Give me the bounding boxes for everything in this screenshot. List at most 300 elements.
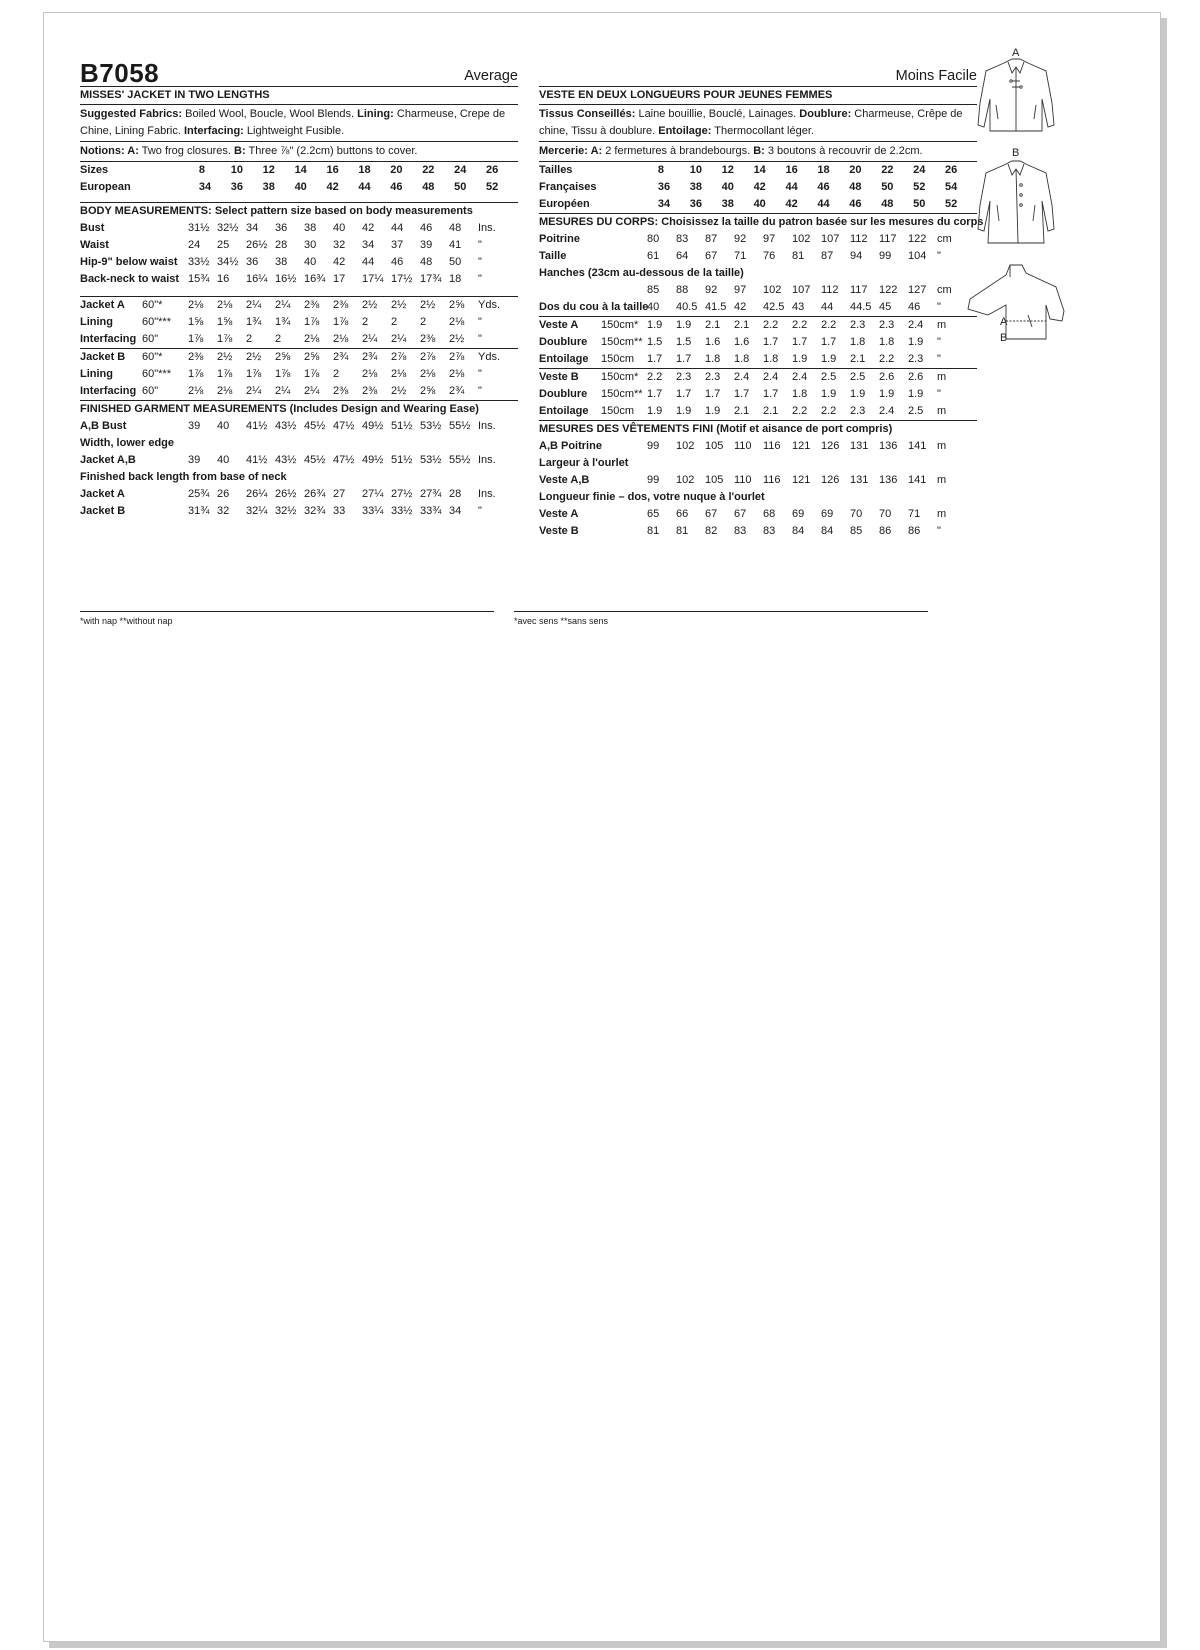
table-cell: 41.5	[705, 301, 727, 313]
table-row	[539, 523, 977, 540]
table-cell: 1.7	[763, 388, 779, 400]
table-row	[80, 254, 518, 271]
table-cell: 2¼	[275, 385, 291, 397]
table-row	[539, 369, 977, 386]
table-cell: 33¼	[362, 505, 384, 517]
row-label: Taille	[539, 250, 567, 262]
finished-measurements-table	[80, 418, 518, 520]
table-cell: 76	[763, 250, 776, 262]
fabric-width: 60"	[142, 333, 159, 345]
table-cell: 92	[734, 233, 747, 245]
row-label: Entoilage	[539, 353, 589, 365]
table-cell: 42	[785, 198, 798, 210]
table-cell: 24	[188, 239, 201, 251]
table-row	[539, 506, 977, 523]
fabrics-text: Boiled Wool, Boucle, Wool Blends.	[182, 108, 358, 120]
table-cell: 2¼	[391, 333, 407, 345]
table-cell: 2¾	[449, 385, 465, 397]
table-row	[80, 271, 518, 288]
row-label: A,B Poitrine	[539, 440, 602, 452]
table-cell: 71	[908, 508, 921, 520]
table-cell: 42	[326, 181, 339, 193]
table-cell: 1.9	[676, 405, 692, 417]
table-cell: 31¾	[188, 505, 210, 517]
table-cell: 2.1	[734, 319, 750, 331]
table-cell: 2⅛	[333, 333, 349, 345]
table-cell: 39	[188, 454, 201, 466]
table-cell: 92	[705, 284, 718, 296]
table-cell: 2⅛	[304, 333, 320, 345]
table-cell: 1⅞	[275, 368, 291, 380]
table-cell: 2.1	[763, 405, 779, 417]
fabrics-label: Suggested Fabrics:	[80, 108, 183, 120]
table-cell: 2.1	[734, 405, 750, 417]
table-cell: 136	[879, 440, 898, 452]
fabric-width: 150cm*	[601, 319, 639, 331]
table-cell: 1⅞	[246, 368, 262, 380]
table-cell: 2	[275, 333, 282, 345]
table-row	[80, 366, 518, 383]
table-cell: 121	[792, 440, 811, 452]
table-cell: 1.5	[647, 336, 663, 348]
table-cell: 2¼	[246, 299, 262, 311]
table-row	[80, 486, 518, 503]
table-cell: 8	[657, 164, 664, 176]
table-cell: 22	[422, 164, 435, 176]
table-cell: 2⅝	[275, 351, 291, 363]
table-cell: 1.9	[676, 319, 692, 331]
table-cell: 32½	[275, 505, 297, 517]
table-row	[539, 472, 977, 489]
table-cell: 40	[333, 222, 346, 234]
notions-section	[539, 142, 977, 162]
jacket-a-front-icon	[978, 59, 1054, 131]
unit-cell: Ins.	[478, 488, 496, 500]
table-cell: 2⅝	[304, 351, 320, 363]
table-cell: 2⅛	[391, 368, 407, 380]
table-cell: 2.2	[792, 319, 808, 331]
table-cell: 102	[676, 474, 695, 486]
table-cell: 1.9	[705, 405, 721, 417]
section-title: VESTE EN DEUX LONGUEURS POUR JEUNES FEMMES	[539, 89, 833, 101]
table-cell: 83	[763, 525, 776, 537]
table-cell: 1.6	[734, 336, 750, 348]
row-label: European	[80, 181, 131, 193]
table-cell: 12	[262, 164, 275, 176]
table-cell: 126	[821, 440, 840, 452]
table-cell: 127	[908, 284, 927, 296]
table-cell: 26	[486, 164, 499, 176]
row-label: Veste A,B	[539, 474, 590, 486]
unit-cell: Ins.	[478, 454, 496, 466]
table-cell: 38	[262, 181, 275, 193]
notions-b-label: B:	[234, 145, 246, 157]
unit-cell: "	[478, 316, 482, 328]
table-cell: 2	[420, 316, 427, 328]
row-label: Sizes	[80, 164, 109, 176]
table-cell: 28	[449, 488, 462, 500]
table-cell: 36	[657, 181, 671, 193]
table-cell: 16½	[275, 273, 297, 285]
table-cell: 2⅛	[217, 385, 233, 397]
finished-measurements-table	[539, 438, 977, 540]
section-title: MESURES DU CORPS: Choisissez la taille du patron basée sur les mesures du corps	[539, 216, 984, 228]
table-cell: 2¾	[333, 351, 349, 363]
table-cell: 2	[362, 316, 369, 328]
table-cell: 82	[705, 525, 718, 537]
table-cell: 2⅜	[304, 299, 320, 311]
table-cell: 94	[850, 250, 863, 262]
table-cell: 68	[763, 508, 776, 520]
table-cell: 47½	[333, 454, 355, 466]
table-row	[80, 418, 518, 435]
fabric-width: 150cm	[601, 405, 635, 417]
title-section	[539, 87, 977, 105]
table-cell: 2.4	[908, 319, 924, 331]
table-cell: 40	[304, 256, 317, 268]
table-row	[80, 297, 518, 314]
table-cell: 1⅞	[304, 368, 320, 380]
table-cell: 102	[792, 233, 811, 245]
row-label: Jacket B	[80, 351, 126, 363]
table-cell: 1.9	[821, 353, 837, 365]
fabric-width: 60"***	[142, 316, 171, 328]
table-row	[80, 162, 518, 179]
table-row	[539, 299, 977, 316]
table-cell: 64	[676, 250, 689, 262]
table-cell: 2.2	[792, 405, 808, 417]
table-cell: 37	[391, 239, 404, 251]
table-cell: 1.7	[647, 388, 663, 400]
table-row	[539, 248, 977, 265]
table-cell: 16	[217, 273, 230, 285]
table-cell: 2⅞	[449, 351, 465, 363]
table-cell: 86	[908, 525, 921, 537]
table-cell: 2⅛	[188, 385, 204, 397]
table-cell: 34	[657, 198, 671, 210]
table-cell: 41½	[246, 454, 268, 466]
table-cell: 131	[850, 474, 869, 486]
table-cell: 2⅝	[449, 299, 465, 311]
table-cell: 47½	[333, 420, 355, 432]
table-cell: 36	[230, 181, 243, 193]
table-cell: 2.3	[676, 371, 692, 383]
table-cell: 71	[734, 250, 747, 262]
table-cell: 1⅞	[217, 368, 233, 380]
notions-b-text: 3 boutons à recouvrir de 2.2cm.	[764, 145, 923, 157]
row-label: Poitrine	[539, 233, 580, 245]
table-cell: 2½	[449, 333, 465, 345]
table-cell: 18	[358, 164, 371, 176]
table-cell: 1.9	[908, 336, 924, 348]
table-cell: 41	[449, 239, 462, 251]
table-cell: 1.9	[879, 388, 895, 400]
table-cell: 48	[422, 181, 435, 193]
table-cell: 1.9	[850, 388, 866, 400]
jacket-illustrations	[966, 43, 1066, 353]
table-row	[539, 162, 977, 179]
table-cell: 44	[358, 181, 371, 193]
table-cell: 2⅜	[188, 351, 204, 363]
table-cell: 1⅞	[333, 316, 349, 328]
table-cell: 117	[850, 284, 868, 296]
table-cell: 43½	[275, 420, 297, 432]
table-cell: 51½	[391, 420, 413, 432]
table-cell: 27	[333, 488, 346, 500]
table-cell: 2⅜	[420, 333, 436, 345]
table-row	[80, 314, 518, 331]
table-cell: 30	[304, 239, 317, 251]
table-cell: 1.5	[676, 336, 692, 348]
notions-paragraph	[539, 142, 977, 161]
table-cell: 1.8	[763, 353, 779, 365]
table-cell: 18	[817, 164, 830, 176]
fabric-width: 60"	[142, 385, 159, 397]
table-cell: 136	[879, 474, 898, 486]
table-cell: 122	[879, 284, 898, 296]
fabrics-paragraph	[80, 105, 518, 141]
table-cell: 55½	[449, 454, 471, 466]
table-cell: 2¾	[362, 351, 378, 363]
pattern-code: B7058	[80, 58, 160, 88]
table-cell: 8	[198, 164, 205, 176]
table-cell: 39	[188, 420, 201, 432]
fabrics-paragraph	[539, 105, 977, 141]
table-cell: 55½	[449, 420, 471, 432]
table-cell: 33½	[188, 256, 210, 268]
table-cell: 105	[705, 440, 724, 452]
table-cell: 50	[449, 256, 462, 268]
section-title: BODY MEASUREMENTS: Select pattern size based on body measurements	[80, 205, 473, 217]
row-label: Doublure	[539, 336, 588, 348]
table-cell: 2.4	[763, 371, 779, 383]
yardage-a-table	[80, 297, 518, 348]
table-cell: 38	[721, 198, 734, 210]
table-cell: 32¾	[304, 505, 326, 517]
table-cell: 65	[647, 508, 660, 520]
table-cell: 81	[647, 525, 660, 537]
table-cell: 25	[217, 239, 230, 251]
row-label: Jacket A	[80, 488, 125, 500]
table-cell: 46	[817, 181, 830, 193]
table-cell: 20	[849, 164, 862, 176]
table-row	[80, 220, 518, 237]
table-cell: 50	[881, 181, 894, 193]
table-cell: 1.9	[647, 319, 663, 331]
unit-cell: "	[478, 239, 482, 251]
sizes-section	[80, 162, 518, 203]
table-cell: 84	[821, 525, 834, 537]
body-measurements-table	[539, 231, 977, 316]
fabrics-text: Laine bouillie, Bouclé, Lainages.	[635, 108, 800, 120]
fabric-width: 60"*	[142, 351, 163, 363]
table-cell: 2.2	[821, 319, 837, 331]
table-cell: 44	[362, 256, 375, 268]
table-cell: 45½	[304, 454, 326, 466]
table-cell: 2⅞	[420, 351, 436, 363]
table-cell: 43	[792, 301, 805, 313]
table-cell: 1⅞	[304, 316, 320, 328]
table-cell: 66	[676, 508, 689, 520]
jacket-back-icon	[968, 265, 1064, 339]
table-cell: 46	[908, 301, 921, 313]
unit-cell: Yds.	[478, 299, 501, 311]
fabrics-section	[80, 105, 518, 142]
table-cell: 2.5	[850, 371, 866, 383]
row-label: Doublure	[539, 388, 588, 400]
table-cell: 2¼	[275, 299, 291, 311]
table-cell: 81	[676, 525, 689, 537]
footnote-rule	[80, 611, 494, 612]
difficulty-level: Average	[464, 68, 518, 84]
lining-text: Charmeuse, Crepe de Chine, Lining Fabric.	[80, 108, 506, 137]
table-cell: 27¾	[420, 488, 442, 500]
footnote: *with nap **without nap	[80, 616, 173, 626]
table-cell: 44	[821, 301, 834, 313]
table-cell: 2¼	[246, 385, 262, 397]
table-cell: 83	[676, 233, 689, 245]
row-label: Interfacing	[80, 333, 137, 345]
table-cell: 46	[390, 181, 403, 193]
table-cell: 38	[275, 256, 288, 268]
table-cell: 2½	[391, 385, 407, 397]
table-cell: 50	[913, 198, 926, 210]
table-cell: 1⅝	[217, 316, 233, 328]
table-row	[539, 317, 977, 334]
table-row	[539, 386, 977, 403]
table-cell: 1.7	[705, 388, 721, 400]
table-cell: 52	[945, 198, 958, 210]
row-label: Européen	[539, 198, 590, 210]
table-row	[80, 469, 518, 486]
table-cell: 33½	[391, 505, 413, 517]
unit-cell: Ins.	[478, 420, 496, 432]
unit-cell: m	[937, 319, 947, 331]
table-cell: 17¾	[420, 273, 442, 285]
table-cell: 51½	[391, 454, 413, 466]
table-cell: 40.5	[676, 301, 698, 313]
table-cell: 2.1	[705, 319, 721, 331]
table-cell: 121	[792, 474, 811, 486]
table-cell: 33¾	[420, 505, 442, 517]
yardage-a-section	[80, 297, 518, 349]
table-cell: 2.3	[879, 319, 895, 331]
table-cell: 1⅝	[188, 316, 204, 328]
table-cell: 2½	[362, 299, 378, 311]
table-cell: 1⅞	[188, 368, 204, 380]
table-cell: 2.2	[879, 353, 895, 365]
table-cell: 2	[333, 368, 340, 380]
table-cell: 122	[908, 233, 927, 245]
table-cell: 34	[246, 222, 259, 234]
table-cell: 2⅛	[188, 299, 204, 311]
table-cell: 61	[647, 250, 660, 262]
table-cell: 40	[217, 420, 230, 432]
difficulty-level: Moins Facile	[895, 68, 977, 84]
table-cell: 85	[850, 525, 863, 537]
table-cell: 54	[945, 181, 958, 193]
table-row	[80, 503, 518, 520]
unit-cell: "	[478, 385, 482, 397]
unit-cell: "	[937, 301, 941, 313]
table-cell: 42	[734, 301, 747, 313]
table-cell: 116	[763, 474, 781, 486]
table-cell: 1.7	[676, 388, 692, 400]
table-cell: 32½	[217, 222, 239, 234]
table-cell: 10	[689, 164, 702, 176]
table-cell: 28	[275, 239, 288, 251]
table-cell: 44	[817, 198, 830, 210]
jacket-b-front-icon	[978, 161, 1054, 243]
unit-cell: m	[937, 440, 947, 452]
row-label: Longueur finie – dos, votre nuque à l'ourlet	[539, 491, 765, 503]
fabrics-section	[539, 105, 977, 142]
fabric-width: 150cm**	[601, 388, 643, 400]
table-cell: 1⅞	[188, 333, 204, 345]
row-label: Hip-9" below waist	[80, 256, 178, 268]
table-cell: 107	[792, 284, 811, 296]
table-cell: 49½	[362, 454, 384, 466]
table-cell: 105	[705, 474, 724, 486]
table-cell: 2.5	[821, 371, 837, 383]
yardage-a-table	[539, 317, 977, 368]
table-cell: 117	[879, 233, 897, 245]
table-cell: 2⅜	[333, 385, 349, 397]
yardage-b-section	[539, 369, 977, 421]
yardage-b-table	[80, 349, 518, 400]
row-label: Jacket B	[80, 505, 126, 517]
table-cell: 26½	[275, 488, 297, 500]
table-cell: 26¾	[304, 488, 326, 500]
table-cell: 16¾	[304, 273, 326, 285]
table-cell: 40	[294, 181, 307, 193]
notions-label: Mercerie: A:	[539, 145, 603, 157]
section-title: FINISHED GARMENT MEASUREMENTS (Includes Design and Wearing Ease)	[80, 403, 479, 415]
notions-a-text: Two frog closures.	[138, 145, 235, 157]
table-cell: 2.2	[647, 371, 663, 383]
table-cell: 15¾	[188, 273, 210, 285]
table-cell: 14	[294, 164, 307, 176]
table-cell: 17½	[391, 273, 413, 285]
table-cell: 69	[792, 508, 805, 520]
notions-a-text: 2 fermetures à brandebourgs.	[602, 145, 754, 157]
table-row	[80, 435, 518, 452]
yardage-b-table	[539, 369, 977, 420]
lining-text: Charmeuse, Crêpe de chine, Tissu à doublure.	[539, 108, 963, 137]
table-cell: 104	[908, 250, 927, 262]
table-cell: 81	[792, 250, 805, 262]
row-label: Hanches (23cm au-dessous de la taille)	[539, 267, 744, 279]
table-cell: 2.4	[879, 405, 895, 417]
table-cell: 1.6	[705, 336, 721, 348]
row-label: Veste B	[539, 525, 579, 537]
table-cell: 131	[850, 440, 869, 452]
table-row	[80, 383, 518, 400]
table-cell: 2½	[391, 299, 407, 311]
row-label: Veste B	[539, 371, 579, 383]
table-cell: 2⅛	[420, 368, 436, 380]
sizes-table	[80, 162, 518, 196]
table-cell: 83	[734, 525, 747, 537]
table-cell: 110	[734, 440, 752, 452]
table-cell: 2.3	[705, 371, 721, 383]
table-cell: 33	[333, 505, 346, 517]
table-cell: 1⅞	[217, 333, 233, 345]
table-cell: 85	[647, 284, 660, 296]
table-cell: 24	[913, 164, 926, 176]
header	[80, 55, 518, 87]
table-cell: 110	[734, 474, 752, 486]
